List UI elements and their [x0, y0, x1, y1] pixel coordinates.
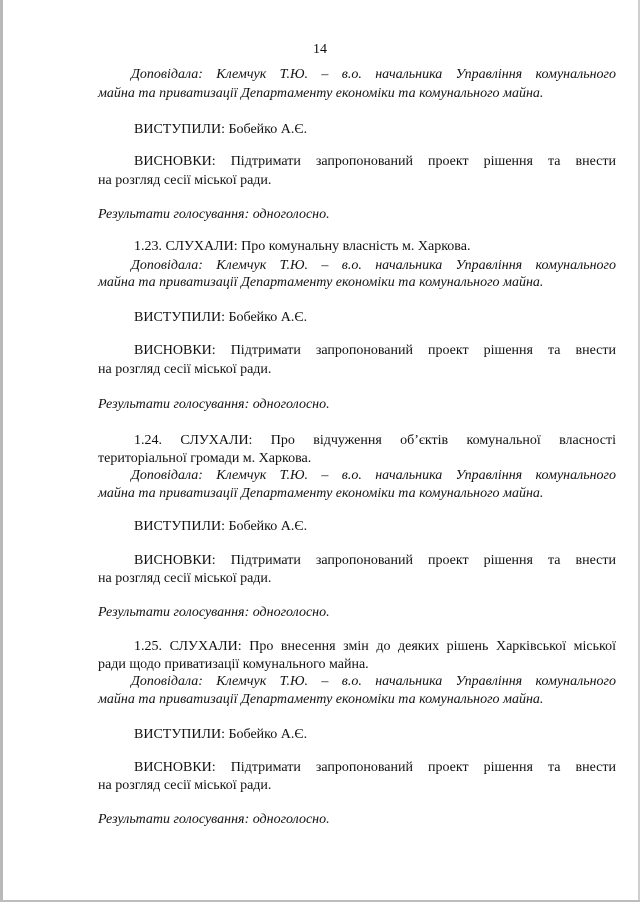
vote-result: Результати голосування: одноголосно. [98, 207, 330, 222]
conclusions-line: ВИСНОВКИ: Підтримати запропонований проект рішення та внести [134, 154, 616, 169]
reporter-line: Доповідала: Клемчук Т.Ю. – в.о. начальника Управління комунального [131, 468, 616, 483]
hears-line: ради щодо приватизації комунального майна. [98, 657, 369, 672]
reporter-line: майна та приватизації Департаменту економіки та комунального майна. [98, 86, 544, 101]
conclusions-line: ВИСНОВКИ: Підтримати запропонований проект рішення та внести [134, 760, 616, 775]
speakers-line: ВИСТУПИЛИ: Бобейко А.Є. [134, 310, 308, 325]
hears-line: 1.25. СЛУХАЛИ: Про внесення змін до деяких рішень Харківської міської [134, 639, 616, 654]
reporter-line: Доповідала: Клемчук Т.Ю. – в.о. начальника Управління комунального [131, 67, 616, 82]
reporter-line: майна та приватизації Департаменту економіки та комунального майна. [98, 692, 544, 707]
reporter-line: Доповідала: Клемчук Т.Ю. – в.о. начальника Управління комунального [131, 674, 616, 689]
conclusions-line: на розгляд сесії міської ради. [98, 778, 272, 793]
reporter-line: Доповідала: Клемчук Т.Ю. – в.о. начальника Управління комунального [131, 258, 616, 273]
reporter-line: майна та приватизації Департаменту економіки та комунального майна. [98, 486, 544, 501]
hears-line: територіальної громади м. Харкова. [98, 451, 312, 466]
conclusions-line: на розгляд сесії міської ради. [98, 173, 272, 188]
conclusions-line: на розгляд сесії міської ради. [98, 571, 272, 586]
speakers-line: ВИСТУПИЛИ: Бобейко А.Є. [134, 122, 308, 137]
hears-line: 1.24. СЛУХАЛИ: Про відчуження об’єктів комунальної власності [134, 433, 616, 448]
speakers-line: ВИСТУПИЛИ: Бобейко А.Є. [134, 727, 308, 742]
speakers-line: ВИСТУПИЛИ: Бобейко А.Є. [134, 519, 308, 534]
conclusions-line: ВИСНОВКИ: Підтримати запропонований проект рішення та внести [134, 553, 616, 568]
hears-line: 1.23. СЛУХАЛИ: Про комунальну власність м. Харкова. [134, 239, 471, 254]
reporter-line: майна та приватизації Департаменту економіки та комунального майна. [98, 275, 544, 290]
conclusions-line: ВИСНОВКИ: Підтримати запропонований проект рішення та внести [134, 343, 616, 358]
vote-result: Результати голосування: одноголосно. [98, 397, 330, 412]
vote-result: Результати голосування: одноголосно. [98, 812, 330, 827]
page-number: 14 [313, 42, 327, 57]
scan-edge-left [0, 0, 3, 902]
conclusions-line: на розгляд сесії міської ради. [98, 362, 272, 377]
vote-result: Результати голосування: одноголосно. [98, 605, 330, 620]
